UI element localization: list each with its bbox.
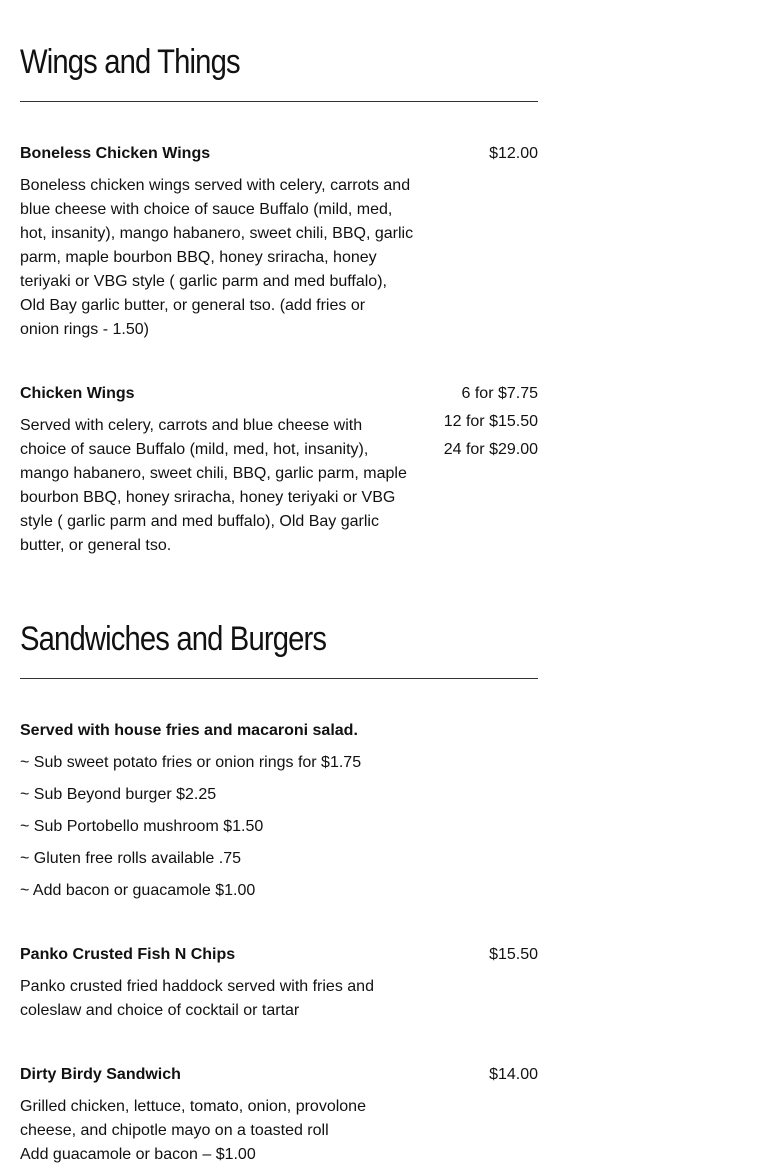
item-prices	[489, 140, 538, 168]
description-line: onion rings - 1.50)	[20, 321, 149, 338]
item-description	[20, 174, 436, 342]
section-notes	[20, 719, 538, 903]
item-price: 24 for $29.00	[443, 441, 538, 458]
description-line: Grilled chicken, lettuce, tomato, onion, provolone	[20, 1098, 366, 1115]
item-prices	[444, 380, 538, 464]
description-line: parm, maple bourbon BBQ, honey sriracha, honey	[20, 249, 377, 266]
description-line: teriyaki or VBG style ( garlic parm and med buffalo),	[20, 273, 387, 290]
item-name: Panko Crusted Fish N Chips	[20, 946, 236, 963]
description-line: blue cheese with choice of sauce Buffalo (mild, med,	[20, 201, 393, 218]
item-name: Dirty Birdy Sandwich	[20, 1066, 181, 1083]
menu-item	[20, 382, 538, 558]
description-line: Served with celery, carrots and blue cheese with	[20, 417, 363, 434]
description-line: choice of sauce Buffalo (mild, med, hot, insanity),	[20, 441, 369, 458]
note-line: ~ Sub sweet potato fries or onion rings for $1.75	[20, 754, 362, 771]
description-line: Old Bay garlic butter, or general tso. (add fries or	[20, 297, 366, 314]
section-divider	[20, 101, 538, 102]
section-divider	[20, 678, 538, 679]
item-prices	[489, 941, 538, 969]
description-line: hot, insanity), mango habanero, sweet chili, BBQ, garlic	[20, 225, 414, 242]
description-line: Boneless chicken wings served with celery, carrots and	[20, 177, 411, 194]
menu-item	[20, 1063, 538, 1167]
note-line: ~ Gluten free rolls available .75	[20, 850, 242, 867]
note-line: ~ Add bacon or guacamole $1.00	[20, 882, 256, 899]
item-price: $15.50	[489, 946, 538, 963]
section-title: Wings and Things	[20, 43, 240, 81]
notes-intro: Served with house fries and macaroni salad.	[20, 722, 358, 739]
note-line: ~ Sub Portobello mushroom $1.50	[20, 818, 264, 835]
description-line: bourbon BBQ, honey sriracha, honey teriyaki or VBG	[20, 489, 396, 506]
menu-item	[20, 142, 538, 342]
item-prices	[489, 1061, 538, 1089]
description-line: mango habanero, sweet chili, BBQ, garlic parm, maple	[20, 465, 407, 482]
description-line: cheese, and chipotle mayo on a toasted roll	[20, 1122, 329, 1139]
description-line: style ( garlic parm and med buffalo), Old Bay garlic	[20, 513, 379, 530]
item-price: 6 for $7.75	[461, 385, 538, 402]
menu-item	[20, 943, 538, 1023]
item-name: Boneless Chicken Wings	[20, 145, 211, 162]
item-price: 12 for $15.50	[443, 413, 538, 430]
description-line: Panko crusted fried haddock served with fries and	[20, 978, 374, 995]
description-line: butter, or general tso.	[20, 537, 172, 554]
item-description	[20, 975, 436, 1023]
section-title: Sandwiches and Burgers	[20, 620, 327, 658]
item-description	[20, 1095, 436, 1167]
item-price: $12.00	[489, 145, 538, 162]
description-line: Add guacamole or bacon – $1.00	[20, 1146, 256, 1163]
item-price: $14.00	[489, 1066, 538, 1083]
description-line: coleslaw and choice of cocktail or tartar	[20, 1002, 300, 1019]
item-description	[20, 414, 436, 558]
item-name: Chicken Wings	[20, 385, 135, 402]
note-line: ~ Sub Beyond burger $2.25	[20, 786, 217, 803]
